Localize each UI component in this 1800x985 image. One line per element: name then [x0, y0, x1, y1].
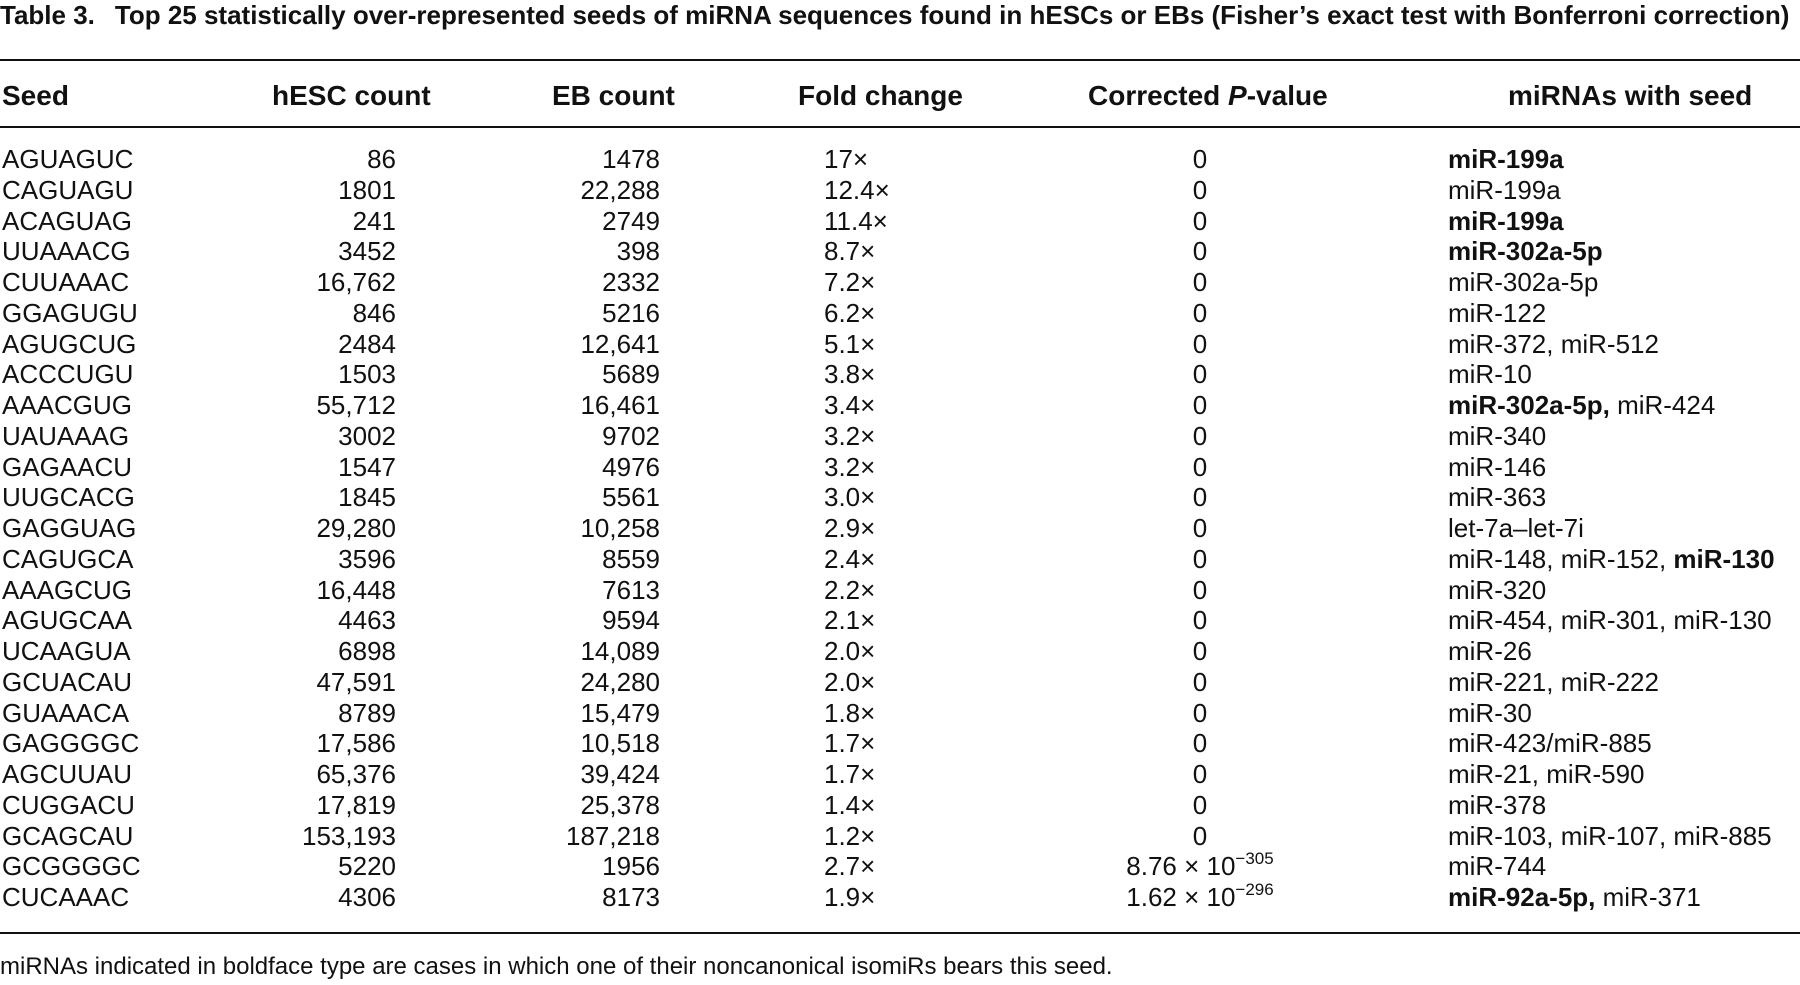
seed-cell: GAGAACU — [2, 451, 133, 482]
table-row — [0, 759, 1800, 790]
fold-change-cell: 3.8× — [824, 359, 876, 390]
p-value-mantissa: 0 — [1192, 728, 1208, 759]
p-value-mantissa: 0 — [1192, 605, 1208, 636]
seed-cell: GAGGUAG — [2, 513, 137, 543]
mirna-text: miR-454, miR-301, miR-130 — [1448, 605, 1772, 636]
hesc-count-cell: 3452 — [338, 236, 396, 267]
fold-change-cell: 7.2× — [824, 267, 876, 297]
p-value-mantissa: 0 — [1192, 513, 1208, 543]
p-value-mantissa: 0 — [1192, 267, 1208, 297]
table-row — [0, 575, 1800, 606]
hesc-count-cell: 2484 — [338, 328, 396, 359]
seed-cell: GCUACAU — [2, 666, 133, 697]
fold-change-cell: 6.2× — [824, 297, 876, 328]
p-value-mantissa: 0 — [1192, 328, 1208, 359]
mirna-text: miR-363 — [1448, 482, 1547, 513]
seed-cell: ACAGUAG — [2, 205, 133, 236]
hesc-count-cell: 4463 — [338, 605, 396, 636]
fold-change-cell: 3.2× — [824, 451, 876, 482]
p-value-mantissa: 0 — [1192, 759, 1208, 789]
corrected-p-value-cell — [1060, 206, 1340, 236]
table-row — [0, 790, 1800, 821]
mirna-text: let-7a–let-7i — [1448, 513, 1584, 543]
mirna-text: miR-10 — [1448, 359, 1532, 390]
header-pval-prefix: Corrected — [1088, 80, 1229, 111]
mirna-text: miR-320 — [1448, 574, 1547, 605]
mirna-text: miR-372, miR-512 — [1448, 328, 1659, 359]
fold-change-cell: 3.4× — [824, 390, 876, 420]
seed-cell: GCGGGGC — [2, 851, 141, 882]
hesc-count-cell: 5220 — [338, 851, 396, 882]
p-value-mantissa: 0 — [1192, 789, 1208, 820]
table-row — [0, 329, 1800, 360]
hesc-count-cell: 4306 — [338, 882, 396, 912]
p-value-mantissa: 0 — [1192, 636, 1208, 666]
p-value-mantissa: 0 — [1192, 820, 1208, 851]
eb-count-cell: 1956 — [602, 851, 660, 882]
p-value-mantissa: 0 — [1192, 205, 1208, 236]
header-hesc-count: hESC count — [272, 80, 431, 111]
hesc-count-cell: 86 — [367, 144, 396, 174]
table-row — [0, 267, 1800, 298]
eb-count-cell: 16,461 — [580, 390, 660, 420]
hesc-count-cell: 1503 — [338, 359, 396, 390]
mirnas-cell — [1448, 359, 1532, 389]
table-row — [0, 390, 1800, 421]
mirna-text: miR-26 — [1448, 636, 1532, 666]
corrected-p-value-cell — [1060, 698, 1340, 728]
hesc-count-cell: 16,448 — [316, 574, 396, 605]
eb-count-cell: 24,280 — [580, 666, 660, 697]
corrected-p-value-cell — [1060, 882, 1340, 912]
fold-change-cell: 8.7× — [824, 236, 876, 267]
table-row — [0, 667, 1800, 698]
seed-cell: CUGGACU — [2, 789, 135, 820]
mirnas-cell — [1448, 728, 1652, 758]
p-value-mantissa: 0 — [1192, 144, 1208, 174]
mirnas-cell — [1448, 329, 1659, 359]
hesc-count-cell: 16,762 — [316, 267, 396, 297]
table-footnote: miRNAs indicated in boldface type are cases in which one of their noncanonical isomiRs bears this seed. — [0, 953, 1113, 980]
hesc-count-cell: 65,376 — [316, 759, 396, 789]
fold-change-cell: 2.0× — [824, 666, 876, 697]
mirna-bold-text: miR-199a — [1448, 144, 1564, 174]
eb-count-cell: 5216 — [602, 297, 660, 328]
eb-count-cell: 10,518 — [580, 728, 660, 759]
seed-cell: AGUGCAA — [2, 605, 133, 636]
table-row — [0, 605, 1800, 636]
eb-count-cell: 4976 — [602, 451, 660, 482]
corrected-p-value-cell — [1060, 390, 1340, 420]
mirna-text: miR-148, miR-152, — [1448, 543, 1674, 574]
mirna-text: miR-221, miR-222 — [1448, 666, 1659, 697]
corrected-p-value-cell — [1060, 513, 1340, 543]
mirna-text: miR-21, miR-590 — [1448, 759, 1645, 789]
seed-cell: GCAGCAU — [2, 820, 134, 851]
mirna-text: miR-302a-5p — [1448, 267, 1599, 297]
fold-change-cell: 1.8× — [824, 697, 876, 728]
mirnas-cell — [1448, 206, 1564, 236]
seed-cell: UCAAGUA — [2, 636, 131, 666]
p-value-mantissa: 0 — [1192, 666, 1208, 697]
seed-cell: GAGGGGC — [2, 728, 140, 759]
p-value-mantissa: 8.76 × 10 — [1126, 851, 1236, 882]
table-row — [0, 236, 1800, 267]
eb-count-cell: 8559 — [602, 543, 660, 574]
table-row — [0, 851, 1800, 882]
mirna-text: miR-423/miR-885 — [1448, 728, 1652, 759]
eb-count-cell: 187,218 — [566, 820, 660, 851]
mirna-text: miR-122 — [1448, 297, 1547, 328]
eb-count-cell: 2749 — [602, 205, 660, 236]
table-row — [0, 636, 1800, 667]
mirnas-cell — [1448, 390, 1715, 420]
fold-change-cell: 1.9× — [824, 882, 876, 912]
mirnas-cell — [1448, 421, 1546, 451]
eb-count-cell: 1478 — [602, 144, 660, 174]
mirna-bold-text: miR-302a-5p — [1448, 236, 1603, 267]
eb-count-cell: 7613 — [602, 574, 660, 605]
corrected-p-value-cell — [1060, 298, 1340, 328]
fold-change-cell: 11.4× — [824, 205, 888, 236]
p-value-mantissa: 0 — [1192, 390, 1208, 420]
mirnas-cell — [1448, 759, 1645, 789]
p-value-mantissa: 0 — [1192, 574, 1208, 605]
mirna-text: miR-30 — [1448, 697, 1532, 728]
corrected-p-value-cell — [1060, 329, 1340, 359]
seed-cell: AGCUUAU — [2, 759, 133, 789]
mirna-bold-text: miR-130 — [1673, 543, 1775, 574]
mirnas-cell — [1448, 144, 1564, 174]
eb-count-cell: 398 — [616, 236, 660, 267]
seed-cell: AAACGUG — [2, 390, 133, 420]
seed-cell: ACCCUGU — [2, 359, 134, 390]
p-value-mantissa: 0 — [1192, 482, 1208, 513]
eb-count-cell: 25,378 — [580, 789, 660, 820]
corrected-p-value-cell — [1060, 267, 1340, 297]
corrected-p-value-cell — [1060, 359, 1340, 389]
corrected-p-value-cell — [1060, 636, 1340, 666]
table-row — [0, 452, 1800, 483]
fold-change-cell: 1.7× — [824, 728, 876, 759]
table-row — [0, 544, 1800, 575]
fold-change-cell: 1.7× — [824, 759, 876, 789]
table-row — [0, 728, 1800, 759]
mirnas-cell — [1448, 698, 1532, 728]
corrected-p-value-cell — [1060, 421, 1340, 451]
corrected-p-value-cell — [1060, 790, 1340, 820]
header-mirnas-with-seed: miRNAs with seed — [1508, 80, 1753, 111]
seed-cell: AGUGCUG — [2, 328, 137, 359]
corrected-p-value-cell — [1060, 821, 1340, 851]
mirnas-cell — [1448, 667, 1659, 697]
bottom-rule — [0, 932, 1800, 934]
eb-count-cell: 5689 — [602, 359, 660, 390]
fold-change-cell: 2.0× — [824, 636, 876, 666]
table-caption — [0, 0, 1800, 31]
corrected-p-value-cell — [1060, 452, 1340, 482]
p-value-mantissa: 0 — [1192, 359, 1208, 390]
seed-cell: UAUAAAG — [2, 420, 130, 451]
mirna-text: miR-146 — [1448, 451, 1547, 482]
corrected-p-value-cell — [1060, 575, 1340, 605]
fold-change-cell: 3.0× — [824, 482, 876, 513]
p-value-mantissa: 0 — [1192, 420, 1208, 451]
table-body — [0, 144, 1800, 913]
corrected-p-value-cell — [1060, 851, 1340, 881]
seed-cell: CAGUGCA — [2, 543, 134, 574]
corrected-p-value-cell — [1060, 667, 1340, 697]
mirnas-cell — [1448, 452, 1546, 482]
fold-change-cell: 17× — [824, 144, 869, 174]
hesc-count-cell: 8789 — [338, 697, 396, 728]
hesc-count-cell: 1845 — [338, 482, 396, 513]
mirna-text: miR-371 — [1595, 882, 1701, 912]
eb-count-cell: 2332 — [602, 267, 660, 297]
eb-count-cell: 9702 — [602, 420, 660, 451]
hesc-count-cell: 3002 — [338, 420, 396, 451]
mirnas-cell — [1448, 236, 1603, 266]
fold-change-cell: 1.4× — [824, 789, 876, 820]
corrected-p-value-cell — [1060, 236, 1340, 266]
hesc-count-cell: 1801 — [338, 174, 396, 205]
seed-cell: GGAGUGU — [2, 297, 138, 328]
p-value-mantissa: 0 — [1192, 174, 1208, 205]
header-rule — [0, 126, 1800, 128]
p-value-exponent: −305 — [1235, 849, 1274, 869]
mirnas-cell — [1448, 821, 1772, 851]
seed-cell: GUAAACA — [2, 697, 130, 728]
top-rule — [0, 59, 1800, 61]
eb-count-cell: 14,089 — [580, 636, 660, 666]
mirnas-cell — [1448, 851, 1546, 881]
table-row — [0, 482, 1800, 513]
corrected-p-value-cell — [1060, 759, 1340, 789]
table-row — [0, 698, 1800, 729]
fold-change-cell: 1.2× — [824, 820, 876, 851]
mirnas-cell — [1448, 882, 1701, 912]
corrected-p-value-cell — [1060, 482, 1340, 512]
mirna-text: miR-744 — [1448, 851, 1547, 882]
corrected-p-value-cell — [1060, 605, 1340, 635]
hesc-count-cell: 1547 — [338, 451, 396, 482]
mirnas-cell — [1448, 575, 1546, 605]
corrected-p-value-cell — [1060, 144, 1340, 174]
mirnas-cell — [1448, 636, 1532, 666]
table-title: Top 25 statistically over-represented seeds of miRNA sequences found in hESCs or EBs (Fisher’s exact test with Bonferroni correction) — [114, 0, 1790, 30]
seed-cell: AGUAGUC — [2, 144, 134, 174]
mirnas-cell — [1448, 544, 1775, 574]
eb-count-cell: 12,641 — [580, 328, 660, 359]
p-value-mantissa: 0 — [1192, 697, 1208, 728]
eb-count-cell: 10,258 — [580, 513, 660, 543]
hesc-count-cell: 846 — [352, 297, 396, 328]
mirnas-cell — [1448, 175, 1561, 205]
eb-count-cell: 9594 — [602, 605, 660, 636]
mirnas-cell — [1448, 605, 1772, 635]
mirnas-cell — [1448, 790, 1546, 820]
seed-cell: CAGUAGU — [2, 174, 134, 205]
p-value-mantissa: 0 — [1192, 451, 1208, 482]
seed-cell: UUAAACG — [2, 236, 131, 267]
hesc-count-cell: 55,712 — [316, 390, 396, 420]
p-value-mantissa: 0 — [1192, 236, 1208, 267]
table-row — [0, 359, 1800, 390]
p-value-mantissa: 0 — [1192, 297, 1208, 328]
fold-change-cell: 2.1× — [824, 605, 876, 636]
mirna-bold-text: miR-302a-5p, — [1448, 390, 1610, 420]
mirnas-cell — [1448, 267, 1598, 297]
fold-change-cell: 2.4× — [824, 543, 876, 574]
p-value-exponent: −296 — [1235, 880, 1274, 899]
hesc-count-cell: 17,819 — [316, 789, 396, 820]
table-row — [0, 421, 1800, 452]
hesc-count-cell: 3596 — [338, 543, 396, 574]
fold-change-cell: 2.9× — [824, 513, 876, 543]
eb-count-cell: 8173 — [602, 882, 660, 912]
header-fold-change: Fold change — [798, 80, 963, 111]
eb-count-cell: 5561 — [602, 482, 660, 513]
hesc-count-cell: 153,193 — [302, 820, 396, 851]
mirna-bold-text: miR-92a-5p, — [1448, 882, 1596, 912]
corrected-p-value-cell — [1060, 728, 1340, 758]
mirna-text: miR-103, miR-107, miR-885 — [1448, 820, 1772, 851]
mirna-text: miR-199a — [1448, 174, 1561, 205]
hesc-count-cell: 241 — [352, 205, 396, 236]
seed-cell: CUCAAAC — [2, 882, 130, 912]
mirna-text: miR-378 — [1448, 789, 1547, 820]
hesc-count-cell: 6898 — [338, 636, 396, 666]
p-value-mantissa: 0 — [1192, 543, 1208, 574]
fold-change-cell: 5.1× — [824, 328, 876, 359]
mirnas-cell — [1448, 298, 1546, 328]
table-row — [0, 513, 1800, 544]
seed-cell: AAAGCUG — [2, 574, 133, 605]
table-row — [0, 175, 1800, 206]
mirna-text: miR-340 — [1448, 420, 1547, 451]
fold-change-cell: 3.2× — [824, 420, 876, 451]
hesc-count-cell: 17,586 — [316, 728, 396, 759]
fold-change-cell: 2.7× — [824, 851, 876, 882]
header-eb-count: EB count — [552, 80, 675, 111]
table-row — [0, 298, 1800, 329]
fold-change-cell: 12.4× — [824, 174, 890, 205]
eb-count-cell: 22,288 — [580, 174, 660, 205]
header-pval-italic: P — [1228, 80, 1247, 111]
mirna-bold-text: miR-199a — [1448, 205, 1564, 236]
fold-change-cell: 2.2× — [824, 574, 876, 605]
mirnas-cell — [1448, 482, 1546, 512]
table-label: Table 3. — [0, 0, 95, 30]
table-row — [0, 882, 1800, 913]
eb-count-cell: 39,424 — [580, 759, 660, 789]
table-row — [0, 206, 1800, 237]
header-seed: Seed — [2, 80, 69, 111]
corrected-p-value-cell — [1060, 175, 1340, 205]
p-value-mantissa: 1.62 × 10 — [1126, 882, 1236, 912]
mirna-text: miR-424 — [1609, 390, 1716, 420]
seed-cell: CUUAAAC — [2, 267, 130, 297]
mirnas-cell — [1448, 513, 1584, 543]
table-row — [0, 821, 1800, 852]
eb-count-cell: 15,479 — [580, 697, 660, 728]
hesc-count-cell: 47,591 — [316, 666, 396, 697]
header-pval-suffix: -value — [1246, 80, 1328, 111]
table-row — [0, 144, 1800, 175]
header-corrected-p-value — [1088, 80, 1328, 112]
seed-cell: UUGCACG — [2, 482, 135, 513]
hesc-count-cell: 29,280 — [316, 513, 396, 543]
corrected-p-value-cell — [1060, 544, 1340, 574]
